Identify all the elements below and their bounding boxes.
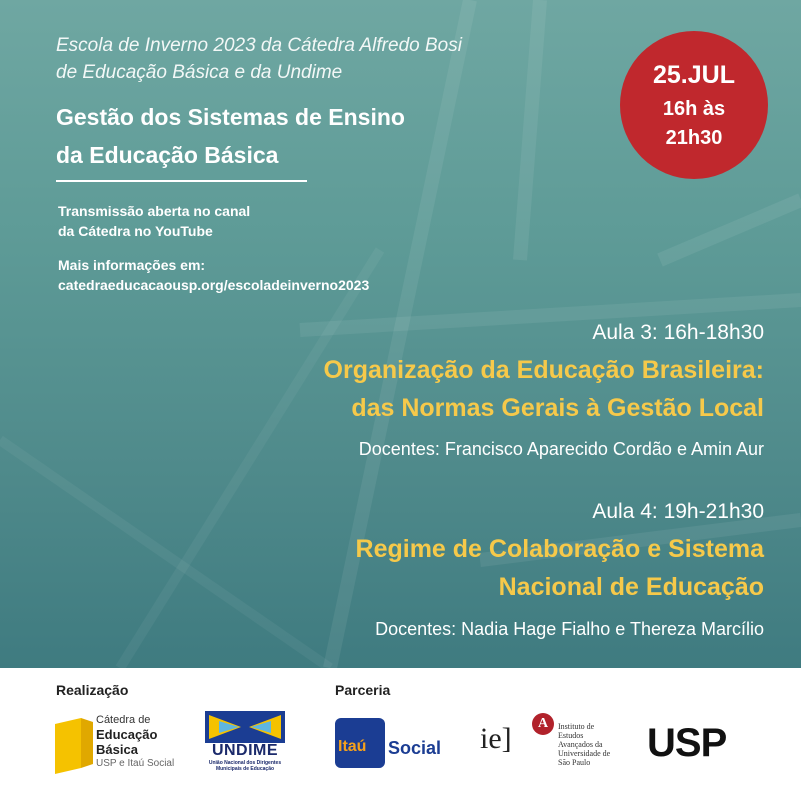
course-line-1: Gestão dos Sistemas de Ensino: [56, 104, 405, 130]
lesson-4-title: [356, 530, 764, 606]
iea-line-3: Avançados da: [558, 740, 603, 749]
lesson-4-docentes: Docentes: Nadia Hage Fialho e Thereza Marcílio: [375, 619, 764, 639]
lesson-3-time: Aula 3: 16h-18h30: [592, 321, 764, 344]
catedra-line-2: Educação: [96, 727, 158, 742]
school-line-2: de Educação Básica e da Undime: [56, 62, 343, 83]
itau-social-word: Social: [388, 738, 442, 758]
transmission-info: [58, 201, 250, 241]
iea-line-2: Estudos: [558, 731, 584, 740]
undime-sub-line-2: Municipais de Educação: [215, 766, 275, 772]
undime-logo-mark: [205, 711, 285, 743]
date-time-line-1: 16h às: [662, 98, 726, 120]
more-info-label: Mais informações em:: [58, 257, 206, 273]
iea-logo-text: [558, 722, 610, 767]
iea-line-4: Universidade de: [558, 749, 611, 758]
parceria-heading: Parceria: [335, 682, 391, 698]
course-title: [56, 98, 405, 174]
catedra-line-1: Cátedra de: [96, 714, 151, 726]
catedra-logo-text: [96, 714, 174, 770]
catedra-line-3: Básica: [96, 742, 138, 757]
iea-line-1: Instituto de: [558, 722, 595, 731]
catedra-line-4: USP e Itaú Social: [96, 758, 175, 769]
transmission-line-2: da Cátedra no YouTube: [58, 223, 213, 239]
usp-logo: USP: [647, 721, 727, 765]
date-badge: [620, 31, 768, 179]
school-title: [56, 32, 462, 86]
undime-sub-line-1: União Nacional dos Dirigentes: [208, 760, 282, 766]
lesson-3-title-line-1: Organização da Educação Brasileira:: [323, 356, 764, 384]
undime-subtitle: [203, 760, 287, 772]
more-info-link[interactable]: catedraeducacaousp.org/escoladeinverno2023: [58, 277, 370, 293]
more-info: [58, 255, 369, 295]
catedra-logo-mark: [55, 718, 93, 774]
lesson-3-title: [324, 351, 764, 427]
date-time-line-2: 21h30: [665, 127, 723, 149]
title-divider: [56, 180, 307, 182]
lesson-4-title-line-1: Regime de Colaboração e Sistema: [355, 535, 764, 563]
transmission-line-1: Transmissão aberta no canal: [58, 203, 251, 219]
undime-name: UNDIME: [211, 742, 279, 759]
course-line-2: da Educação Básica: [56, 142, 279, 168]
lesson-3-docentes: Docentes: Francisco Aparecido Cordão e Amin Aur: [358, 439, 764, 459]
lesson-4-time: Aula 4: 19h-21h30: [592, 500, 764, 523]
itau-logo-word: Itaú: [338, 738, 367, 755]
realizacao-heading: Realização: [56, 682, 129, 698]
iea-line-5: São Paulo: [558, 758, 591, 767]
lesson-3-title-line-2: das Normas Gerais à Gestão Local: [351, 394, 764, 422]
lesson-4-title-line-2: Nacional de Educação: [498, 573, 764, 601]
iea-logo-mark: ie]: [480, 722, 512, 755]
iea-logo-circle: A: [532, 713, 554, 735]
school-line-1: Escola de Inverno 2023 da Cátedra Alfredo Bosi: [56, 35, 462, 56]
date-day: 25.JUL: [653, 61, 735, 89]
